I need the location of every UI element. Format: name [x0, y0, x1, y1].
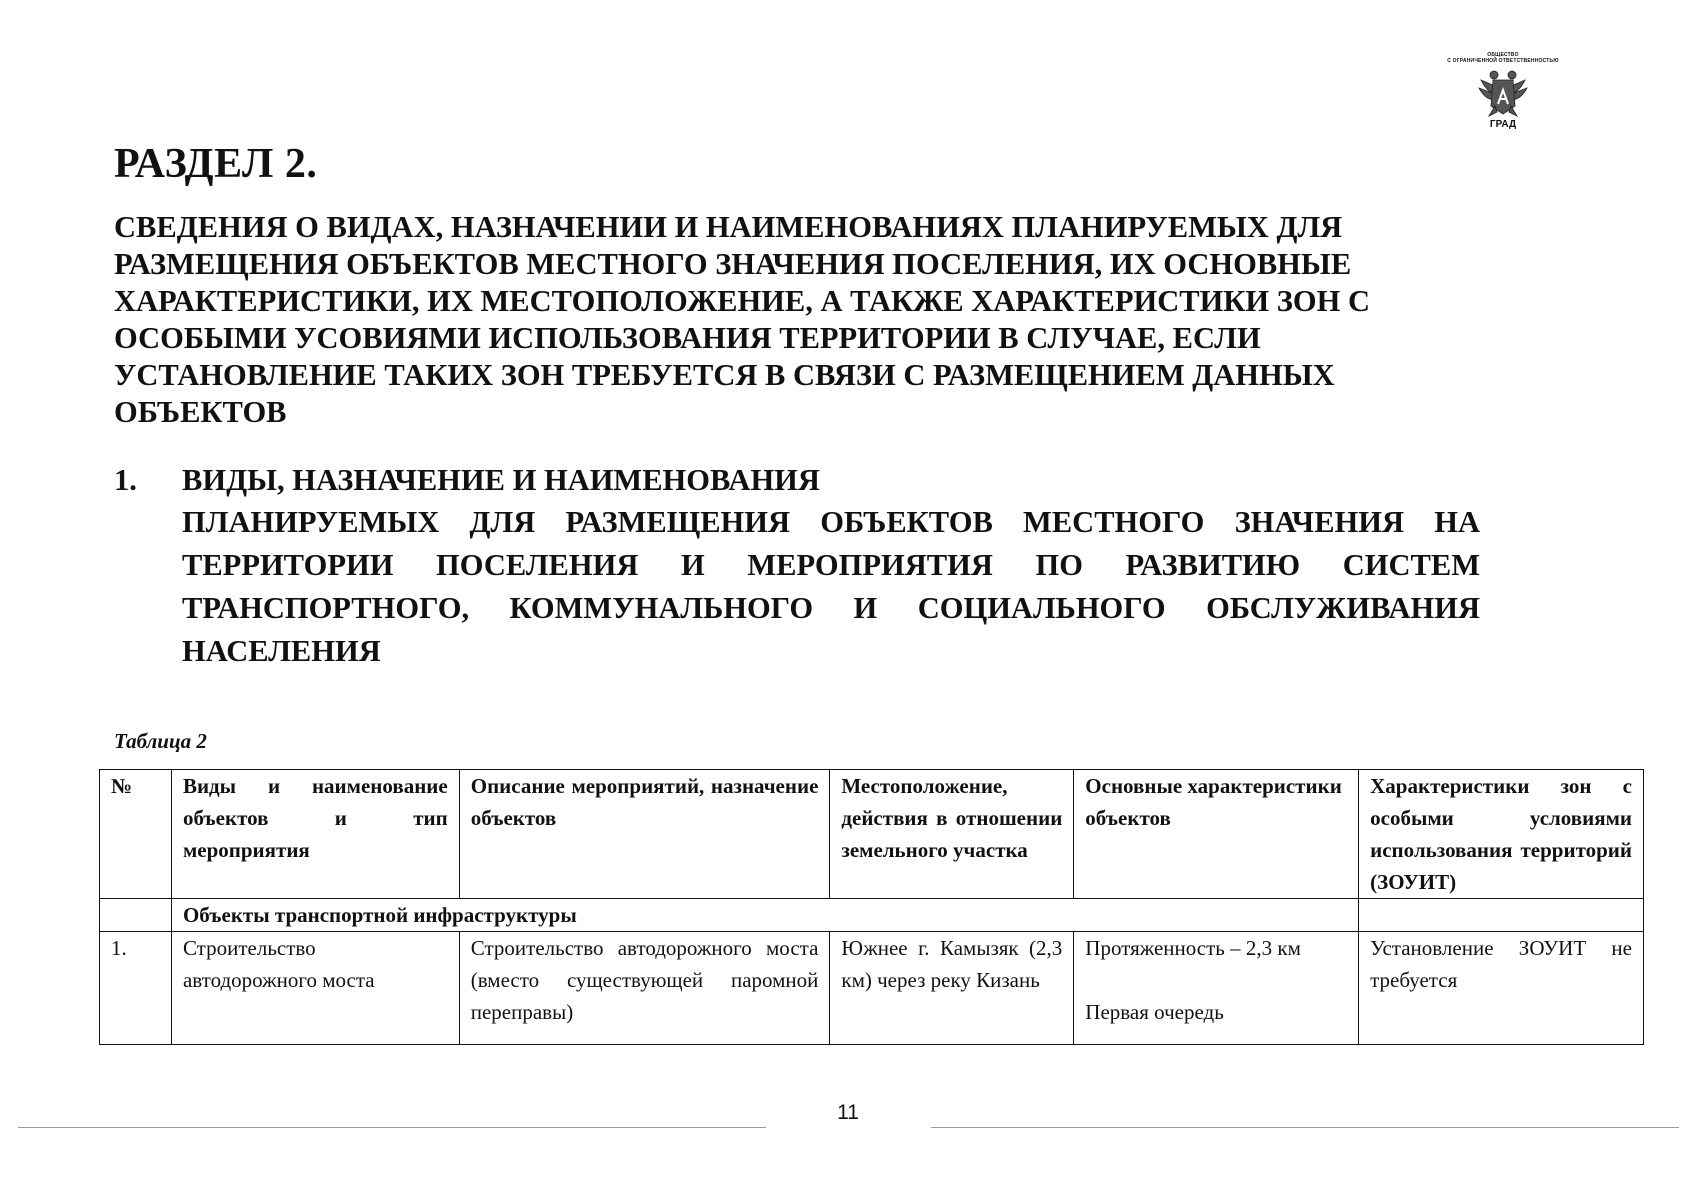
table-category-row [100, 899, 1644, 932]
row-description: Строительство автодорожного моста (вместо существующей паромной переправы) [459, 932, 830, 1045]
category-cell [171, 899, 1358, 932]
header-cell-description: Описание мероприятий, назначение объектов [459, 770, 830, 899]
row-location: Южнее г. Камызяк (2,3 км) через реку Кизань [830, 932, 1074, 1045]
row-characteristics-stage: Первая очередь [1085, 1000, 1224, 1024]
heading-line2: ПЛАНИРУЕМЫХ ДЛЯ РАЗМЕЩЕНИЯ ОБЪЕКТОВ МЕСТНОГО ЗНАЧЕНИЯ НА ТЕРРИТОРИИ ПОСЕЛЕНИЯ И МЕРОПРИЯТИЯ ПО РАЗВИТИЮ СИСТЕМ ТРАНСПОРТНОГО, КОММУНАЛЬНОГО И СОЦИАЛЬНОГО ОБСЛУЖИВАНИЯ НАСЕЛЕНИЯ [182, 505, 1480, 668]
category-empty-cell-end [1359, 899, 1644, 932]
row-characteristics [1074, 932, 1359, 1045]
logo-org-line1: ОБЩЕСТВО [1487, 52, 1519, 58]
section-subtitle: СВЕДЕНИЯ О ВИДАХ, НАЗНАЧЕНИИ И НАИМЕНОВАНИЯХ ПЛАНИРУЕМЫХ ДЛЯ РАЗМЕЩЕНИЯ ОБЪЕКТОВ МЕСТНОГО ЗНАЧЕНИЯ ПОСЕЛЕНИЯ, ИХ ОСНОВНЫЕ ХАРАКТЕРИСТИКИ, ИХ МЕСТОПОЛОЖЕНИЕ, А ТАКЖЕ ХАРАКТЕРИСТИКИ ЗОН С ОСОБЫМИ УСОВИЯМИ ИСПОЛЬЗОВАНИЯ ТЕРРИТОРИИ В СЛУЧАЕ, ЕСЛИ УСТАНОВЛЕНИЕ ТАКИХ ЗОН ТРЕБУЕТСЯ В СВЯЗИ С РАЗМЕЩЕНИЕМ ДАННЫХ ОБЪЕКТОВ [114, 210, 1370, 429]
category-label: Объекты транспортной инфраструктуры [182, 903, 577, 927]
heading-line1: ВИДЫ, НАЗНАЧЕНИЕ И НАИМЕНОВАНИЯ [182, 463, 820, 497]
footer-divider-right [931, 1127, 1679, 1128]
row-name: Строительство автодорожного моста [171, 932, 459, 1045]
heading-number: 1. [114, 463, 137, 497]
header-cell-zouit: Характеристики зон с особыми условиями использования территорий (ЗОУИТ) [1359, 770, 1644, 899]
table-caption: Таблица 2 [114, 729, 207, 753]
objects-table [99, 769, 1644, 1045]
row-zouit: Установление ЗОУИТ не требуется [1359, 932, 1644, 1045]
footer-divider-left [18, 1127, 766, 1128]
table-row [100, 932, 1644, 1045]
logo-name: ГРАД [1489, 119, 1517, 130]
header-cell-characteristics: Основные характеристики объектов [1074, 770, 1359, 899]
header-cell-location: Местоположение, действия в отношении земельного участка [830, 770, 1074, 899]
section-title: РАЗДЕЛ 2. [114, 141, 318, 187]
row-characteristics-length: Протяженность – 2,3 км [1085, 936, 1301, 960]
header-cell-number: № [100, 770, 172, 899]
logo-org-line2: С ОГРАНИЧЕННОЙ ОТВЕТСТВЕННОСТЬЮ [1447, 58, 1559, 64]
double-headed-eagle-icon [1477, 66, 1529, 118]
row-number: 1. [100, 932, 172, 1045]
header-cell-type: Виды и наименование объектов и тип мероприятия [171, 770, 459, 899]
table-header-row [100, 770, 1644, 899]
category-empty-cell [100, 899, 172, 932]
company-logo [1418, 52, 1588, 142]
page-number: 11 [837, 1101, 859, 1124]
